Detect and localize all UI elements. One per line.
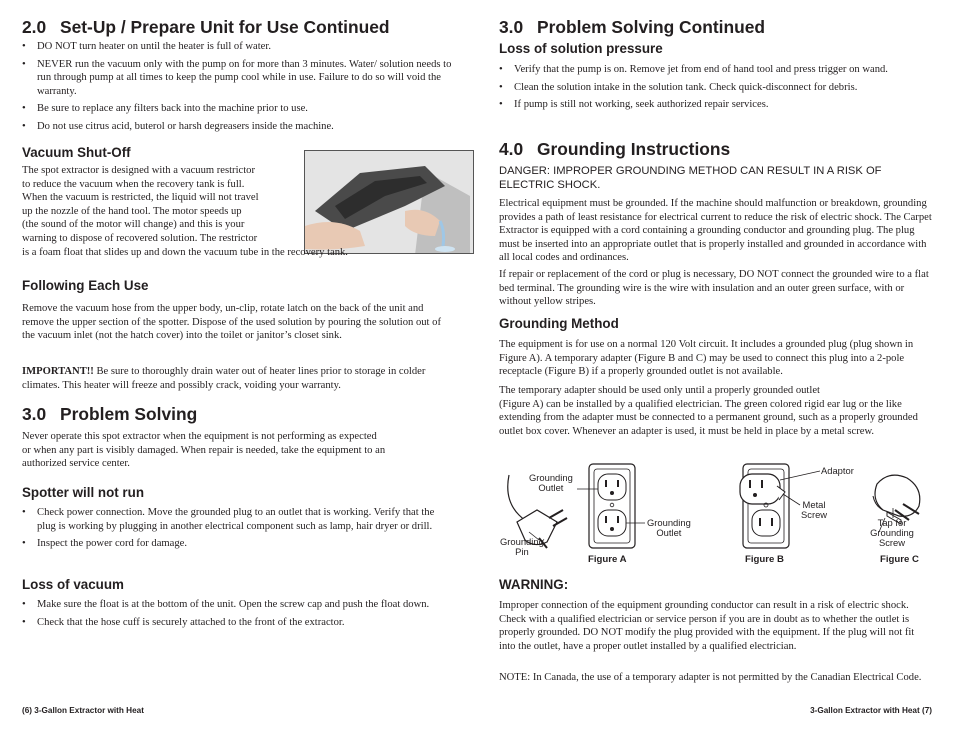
paragraph-text: (Figure A) can be installed by a qualified electrician. The green colored rigid ear lug or the like extending from the adapter must be connected to a permanent ground, such as a properly grounded outlet box cover. Whenever an adapter is used, it must be held in place by a metal screw. <box>499 398 918 437</box>
label-line: Screw <box>878 537 906 548</box>
grounding-figures <box>499 460 933 570</box>
label-line: Grounding <box>870 527 914 538</box>
figure-a-caption: Figure A <box>588 554 627 565</box>
grounding-outlet-b-label <box>647 518 691 538</box>
grounding-method-paragraph-1: The equipment is for use on a normal 120 Volt circuit. It includes a grounded plug (plug shown in Figure A). A temporary adapter (Figure B and C) may be used to connect this plug into a 2-pole receptacle (Figure B) if a properly grounded outlet is not available. <box>499 339 914 378</box>
important-label: IMPORTANT!! <box>22 366 94 377</box>
paragraph-line: (the sound of the motor will change) and this is your <box>22 219 245 231</box>
label-line: Grounding <box>647 517 691 528</box>
label-line: Pin <box>515 546 529 557</box>
section-heading-grounding: 4.0 Grounding Instructions <box>499 139 731 159</box>
grounding-paragraph-2: If repair or replacement of the cord or plug is necessary, DO NOT connect the grounded wire to a flat bed terminal. The grounding wire is the wire with insulation and an outer green surface, with or without yellow stripes. <box>499 269 929 308</box>
label-line: Outlet <box>656 527 682 538</box>
paragraph-line: up the nozzle of the hand tool. The motor speeds up <box>22 205 242 217</box>
canada-note: NOTE: In Canada, the use of a temporary adapter is not permitted by the Canadian Electrical Code. <box>499 672 922 683</box>
label-line: Outlet <box>538 482 564 493</box>
section-heading-problem-continued: 3.0 Problem Solving Continued <box>499 17 766 37</box>
label-line: Tap for <box>877 517 907 528</box>
vacuum-shutoff-text <box>22 164 452 259</box>
grounding-pin-label <box>500 537 544 557</box>
paragraph-line: to reduce the vacuum when the recovery tank is full. <box>22 178 245 190</box>
spotter-not-run-heading: Spotter will not run <box>22 485 144 500</box>
section-heading-setup: 2.0 Set-Up / Prepare Unit for Use Continued <box>22 17 390 37</box>
paragraph-line: The temporary adapter should be used only until a properly grounded outlet <box>499 385 820 396</box>
list-item: • Do not use citrus acid, buterol or harsh degreasers inside the machine. <box>22 120 452 134</box>
following-use-text: Remove the vacuum hose from the upper body, un-clip, rotate latch on the back of the unit and remove the upper section of the spotter. Dispose of the used solution by pouring the solution out of the vacuum inlet (not the hatch cover) into the toilet or janitor’s closet sink. <box>22 303 441 342</box>
list-item: • Check power connection. Move the grounded plug to an outlet that is working. Verify that the plug is working by plugging in another electrical component such as lamp, hair dryer or drill. <box>22 506 452 533</box>
label-line: Grounding <box>500 536 544 547</box>
metal-screw-label <box>801 500 827 520</box>
label-line: Screw <box>801 509 828 520</box>
list-item: • Be sure to replace any filters back into the machine prior to use. <box>22 102 452 116</box>
vacuum-loss-bullet-list <box>22 598 452 633</box>
list-item: • Check that the hose cuff is securely attached to the front of the extractor. <box>22 616 452 630</box>
list-item: • Make sure the float is at the bottom of the unit. Open the screw cap and push the float down. <box>22 598 452 612</box>
paragraph-line: The spot extractor is designed with a vacuum restrictor <box>22 165 255 176</box>
loss-of-vacuum-heading: Loss of vacuum <box>22 577 124 592</box>
label-line: Grounding <box>529 472 573 483</box>
warning-text: Improper connection of the equipment grounding conductor can result in a risk of electric shock. Check with a qualified electrician or service person if you are in doubt as to whether the outlet is properly grounded. DO NOT modify the plug provided with the equipment. If the plug will not fit into the outlet, have a proper outlet installed by a qualified electrician. <box>499 600 915 652</box>
spotter-bullet-list <box>22 506 452 555</box>
important-text: Be sure to thoroughly drain water out of heater lines prior to storage in colder climates. This heater will freeze and possibly crack, voiding your warranty. <box>22 366 426 391</box>
grounding-paragraph-1: Electrical equipment must be grounded. If the machine should malfunction or breakdown, grounding provides a path of least resistance for electrical current to reduce the risk of electric shock. The Carpet Extractor is equipped with a cord containing a grounding conductor and grounding plug. The plug must be inserted into an appropriate outlet that is properly installed and grounded in accordance with all local codes and ordinances. <box>499 198 932 264</box>
danger-warning: DANGER: IMPROPER GROUNDING METHOD CAN RESULT IN A RISK OF ELECTRIC SHOCK. <box>499 165 882 191</box>
paragraph-line: When the vacuum is restricted, the liquid will not travel <box>22 192 259 204</box>
label-line: Metal <box>802 499 826 510</box>
list-item: • Inspect the power cord for damage. <box>22 537 452 551</box>
setup-bullet-list <box>22 40 452 138</box>
footer-right: 3-Gallon Extractor with Heat (7) <box>810 706 932 715</box>
paragraph-line: or when any part is visibly damaged. When repair is needed, take the equipment to an <box>22 444 386 456</box>
vacuum-shutoff-heading: Vacuum Shut-Off <box>22 145 131 160</box>
solution-pressure-heading: Loss of solution pressure <box>499 41 663 56</box>
list-item: • NEVER run the vacuum only with the pump on for more than 3 minutes. Water/ solution needs to run through pump at all times to keep the pump cool while in use. Failure to do so will void the warranty. <box>22 58 452 99</box>
section-heading-problem-solving: 3.0 Problem Solving <box>22 404 198 424</box>
list-item: • Clean the solution intake in the solution tank. Check quick-disconnect for debris. <box>499 81 933 95</box>
pressure-bullet-list <box>499 63 933 116</box>
warning-heading: WARNING: <box>499 577 569 592</box>
important-note <box>22 365 452 392</box>
problem-intro <box>22 430 452 471</box>
grounding-outlet-label <box>529 473 573 493</box>
paragraph-line: authorized service center. <box>22 458 130 470</box>
list-item: • If pump is still not working, seek authorized repair services. <box>499 98 933 112</box>
tap-grounding-screw-label <box>862 518 922 548</box>
footer-left: (6) 3-Gallon Extractor with Heat <box>22 706 144 715</box>
following-use-heading: Following Each Use <box>22 278 149 293</box>
grounding-outlet-illustration <box>589 464 635 548</box>
grounding-method-paragraph-2 <box>499 384 933 438</box>
grounding-method-heading: Grounding Method <box>499 316 619 331</box>
list-item: • DO NOT turn heater on until the heater is full of water. <box>22 40 452 54</box>
adaptor-outlet-illustration <box>740 464 789 548</box>
paragraph-line: Never operate this spot extractor when the equipment is not performing as expected <box>22 431 377 442</box>
figure-c-caption: Figure C <box>880 554 919 565</box>
paragraph-line: warning to dispose of recovered solution. The restrictor <box>22 232 258 244</box>
paragraph-line: is a foam float that slides up and down the vacuum tube in the recovery tank. <box>22 246 348 258</box>
figure-b-caption: Figure B <box>745 554 784 565</box>
list-item: • Verify that the pump is on. Remove jet from end of hand tool and press trigger on wand. <box>499 63 933 77</box>
adaptor-label: Adaptor <box>821 465 854 476</box>
